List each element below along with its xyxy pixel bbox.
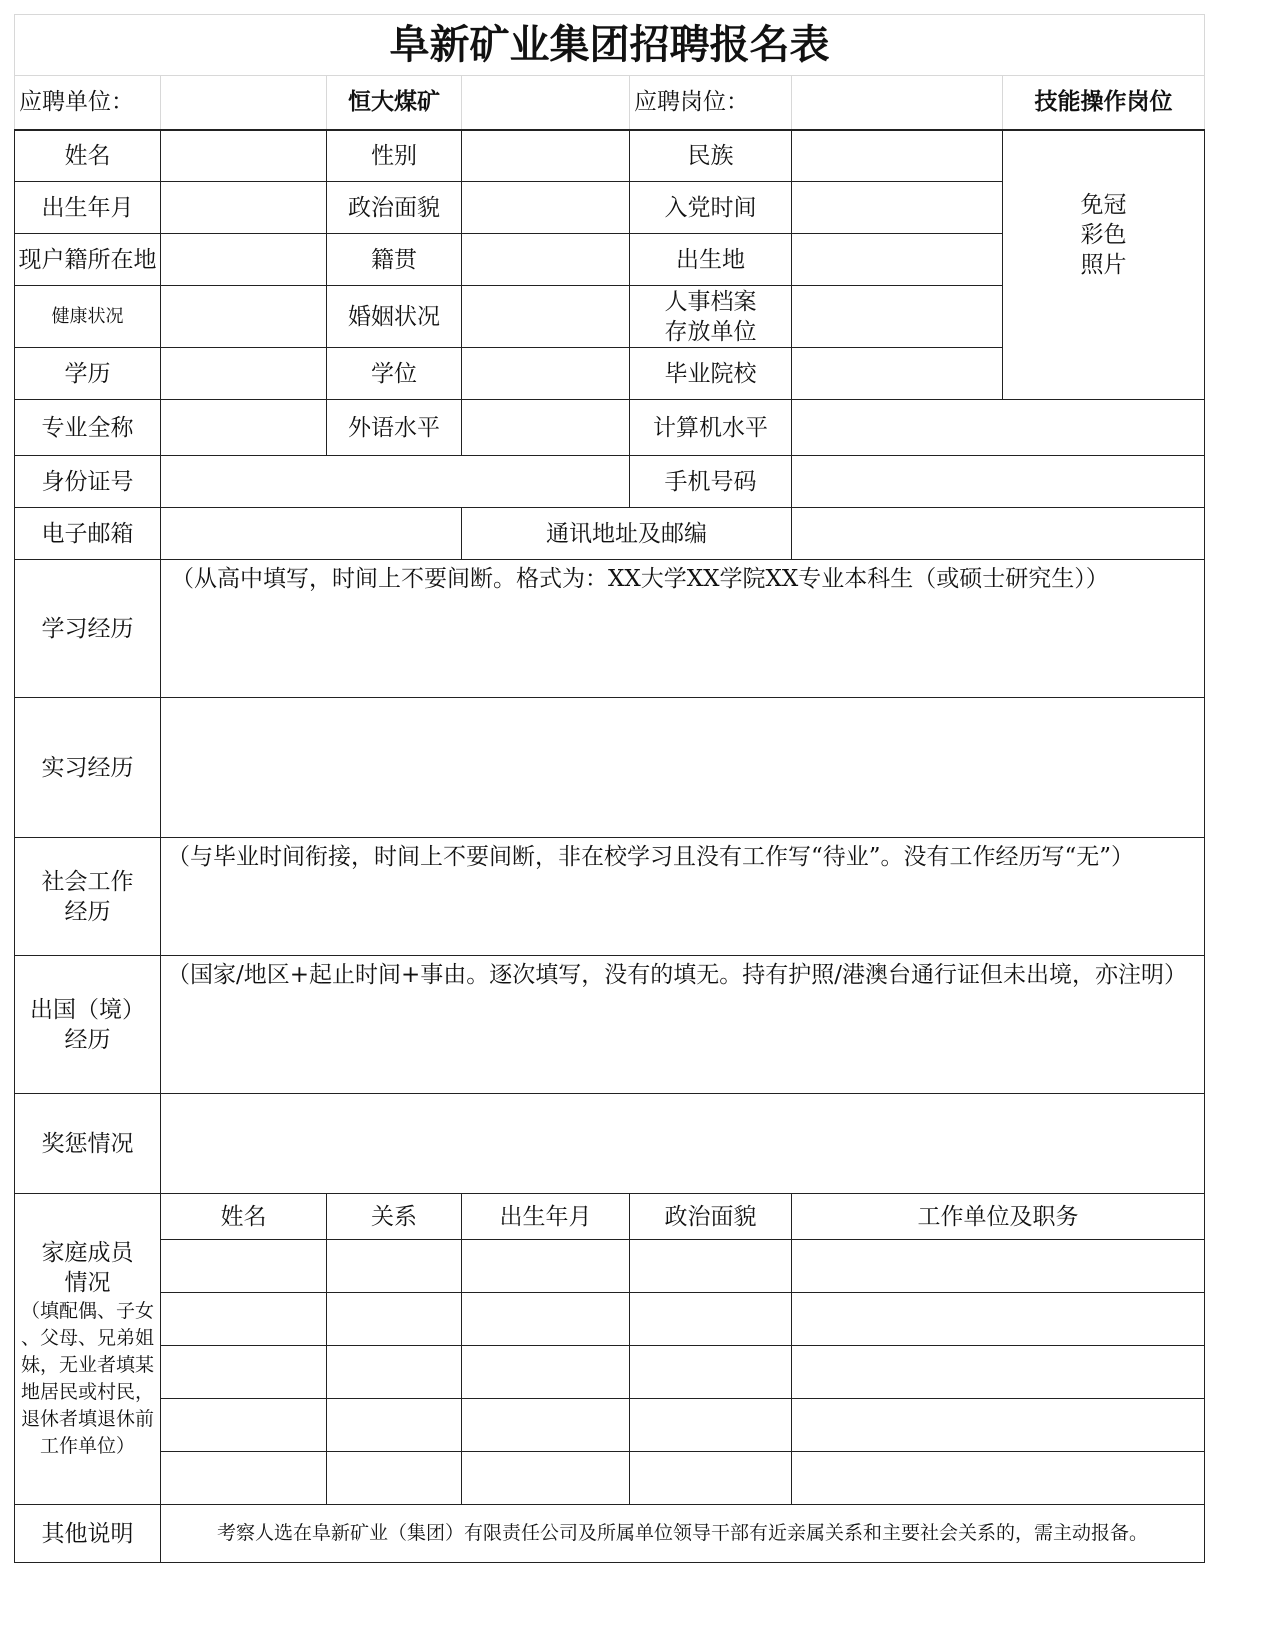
gender-input[interactable] xyxy=(462,130,630,182)
family-cell[interactable] xyxy=(792,1346,1205,1399)
id-number-input[interactable] xyxy=(161,456,630,508)
study-input[interactable] xyxy=(161,560,1205,698)
major-input[interactable] xyxy=(161,400,327,456)
family-note-3: 妹，无业者填某 xyxy=(20,1354,154,1376)
family-cell[interactable] xyxy=(161,1399,327,1452)
archive-label-line2: 存放单位 xyxy=(664,318,757,345)
address-label: 通讯地址及邮编 xyxy=(462,508,792,560)
family-cell[interactable] xyxy=(161,1240,327,1293)
family-cell[interactable] xyxy=(327,1399,462,1452)
position-value: 技能操作岗位 xyxy=(1003,76,1205,130)
degree-input[interactable] xyxy=(462,348,630,400)
health-label: 健康状况 xyxy=(15,286,161,348)
family-cell[interactable] xyxy=(462,1346,630,1399)
form-title: 阜新矿业集团招聘报名表 xyxy=(15,15,1205,76)
work-note: （与毕业时间衔接，时间上不要间断，非在校学习且没有工作写“待业”。没有工作经历写“无”） xyxy=(167,844,1135,870)
archive-label xyxy=(630,286,792,348)
birth-date-label: 出生年月 xyxy=(15,182,161,234)
phone-input[interactable] xyxy=(792,456,1205,508)
computer-label: 计算机水平 xyxy=(630,400,792,456)
abroad-label xyxy=(15,956,161,1094)
family-cell[interactable] xyxy=(327,1240,462,1293)
school-label: 毕业院校 xyxy=(630,348,792,400)
name-label: 姓名 xyxy=(15,130,161,182)
family-cell[interactable] xyxy=(327,1346,462,1399)
work-label-line1: 社会工作 xyxy=(41,868,134,895)
native-place-input[interactable] xyxy=(462,234,630,286)
ethnicity-input[interactable] xyxy=(792,130,1003,182)
family-cell[interactable] xyxy=(327,1452,462,1505)
family-cell[interactable] xyxy=(462,1452,630,1505)
work-label xyxy=(15,838,161,956)
household-location-input[interactable] xyxy=(161,234,327,286)
family-cell[interactable] xyxy=(462,1293,630,1346)
position-blank[interactable] xyxy=(792,76,1003,130)
position-label: 应聘岗位： xyxy=(630,76,792,130)
photo-text-2: 彩色 xyxy=(1080,221,1127,248)
political-status-label: 政治面貌 xyxy=(327,182,462,234)
family-note-5: 退休者填退休前 xyxy=(20,1408,154,1430)
party-join-date-label: 入党时间 xyxy=(630,182,792,234)
unit-blank[interactable] xyxy=(161,76,327,130)
address-input[interactable] xyxy=(792,508,1205,560)
family-cell[interactable] xyxy=(792,1240,1205,1293)
archive-label-line1: 人事档案 xyxy=(664,288,757,315)
family-row xyxy=(15,1452,1205,1505)
birth-date-input[interactable] xyxy=(161,182,327,234)
foreign-language-input[interactable] xyxy=(462,400,630,456)
unit-value: 恒大煤矿 xyxy=(327,76,462,130)
political-status-input[interactable] xyxy=(462,182,630,234)
awards-label: 奖惩情况 xyxy=(15,1094,161,1194)
archive-input[interactable] xyxy=(792,286,1003,348)
marital-label: 婚姻状况 xyxy=(327,286,462,348)
family-cell[interactable] xyxy=(630,1452,792,1505)
family-note-4: 地居民或村民， xyxy=(20,1381,154,1403)
health-input[interactable] xyxy=(161,286,327,348)
ethnicity-label: 民族 xyxy=(630,130,792,182)
form-table xyxy=(14,14,1205,1563)
family-cell[interactable] xyxy=(327,1293,462,1346)
family-cell[interactable] xyxy=(161,1452,327,1505)
birthplace-input[interactable] xyxy=(792,234,1003,286)
email-input[interactable] xyxy=(161,508,462,560)
party-join-date-input[interactable] xyxy=(792,182,1003,234)
education-label: 学历 xyxy=(15,348,161,400)
phone-label: 手机号码 xyxy=(630,456,792,508)
unit-spacer xyxy=(462,76,630,130)
id-number-label: 身份证号 xyxy=(15,456,161,508)
other-label: 其他说明 xyxy=(15,1505,161,1563)
email-label: 电子邮箱 xyxy=(15,508,161,560)
family-cell[interactable] xyxy=(630,1399,792,1452)
family-note-2: 、父母、兄弟姐 xyxy=(20,1327,154,1349)
birthplace-label: 出生地 xyxy=(630,234,792,286)
study-label: 学习经历 xyxy=(15,560,161,698)
family-row xyxy=(15,1346,1205,1399)
photo-box[interactable] xyxy=(1003,130,1205,400)
family-label-line2: 情况 xyxy=(64,1270,111,1296)
registration-form xyxy=(14,14,1205,1563)
school-input[interactable] xyxy=(792,348,1003,400)
abroad-note: （国家/地区+起止时间+事由。逐次填写，没有的填无。持有护照/港澳台通行证但未出境，亦注明） xyxy=(167,962,1188,988)
family-label-line1: 家庭成员 xyxy=(41,1240,134,1266)
photo-text-1: 免冠 xyxy=(1080,191,1127,218)
work-input[interactable] xyxy=(161,838,1205,956)
family-header-political: 政治面貌 xyxy=(630,1194,792,1240)
work-label-line2: 经历 xyxy=(64,898,111,925)
study-note: （从高中填写，时间上不要间断。格式为：XX大学XX学院XX专业本科生（或硕士研究生）） xyxy=(171,566,1109,592)
major-label: 专业全称 xyxy=(15,400,161,456)
computer-input[interactable] xyxy=(792,400,1205,456)
family-cell[interactable] xyxy=(792,1452,1205,1505)
household-location-label: 现户籍所在地 xyxy=(15,234,161,286)
family-note-6: 工作单位） xyxy=(39,1435,135,1457)
family-cell[interactable] xyxy=(462,1399,630,1452)
family-row xyxy=(15,1399,1205,1452)
family-cell[interactable] xyxy=(161,1346,327,1399)
abroad-label-line2: 经历 xyxy=(64,1026,111,1053)
family-cell[interactable] xyxy=(792,1399,1205,1452)
family-label xyxy=(15,1194,161,1505)
unit-label: 应聘单位： xyxy=(15,76,161,130)
family-header-birth: 出生年月 xyxy=(462,1194,630,1240)
family-cell[interactable] xyxy=(462,1240,630,1293)
foreign-language-label: 外语水平 xyxy=(327,400,462,456)
internship-input[interactable] xyxy=(161,698,1205,838)
family-header-relation: 关系 xyxy=(327,1194,462,1240)
degree-label: 学位 xyxy=(327,348,462,400)
family-cell[interactable] xyxy=(161,1293,327,1346)
education-input[interactable] xyxy=(161,348,327,400)
family-row xyxy=(15,1293,1205,1346)
family-row xyxy=(15,1240,1205,1293)
family-cell[interactable] xyxy=(630,1240,792,1293)
internship-label: 实习经历 xyxy=(15,698,161,838)
family-header-work: 工作单位及职务 xyxy=(792,1194,1205,1240)
family-header-name: 姓名 xyxy=(161,1194,327,1240)
family-cell[interactable] xyxy=(630,1293,792,1346)
family-cell[interactable] xyxy=(630,1346,792,1399)
gender-label: 性别 xyxy=(327,130,462,182)
abroad-input[interactable] xyxy=(161,956,1205,1094)
family-cell[interactable] xyxy=(792,1293,1205,1346)
photo-text-3: 照片 xyxy=(1080,251,1127,278)
family-note-1: （填配偶、子女 xyxy=(20,1300,154,1322)
other-text: 考察人选在阜新矿业（集团）有限责任公司及所属单位领导干部有近亲属关系和主要社会关系的，需主动报备。 xyxy=(161,1505,1205,1563)
marital-input[interactable] xyxy=(462,286,630,348)
abroad-label-line1: 出国（境） xyxy=(30,996,145,1023)
native-place-label: 籍贯 xyxy=(327,234,462,286)
awards-input[interactable] xyxy=(161,1094,1205,1194)
name-input[interactable] xyxy=(161,130,327,182)
